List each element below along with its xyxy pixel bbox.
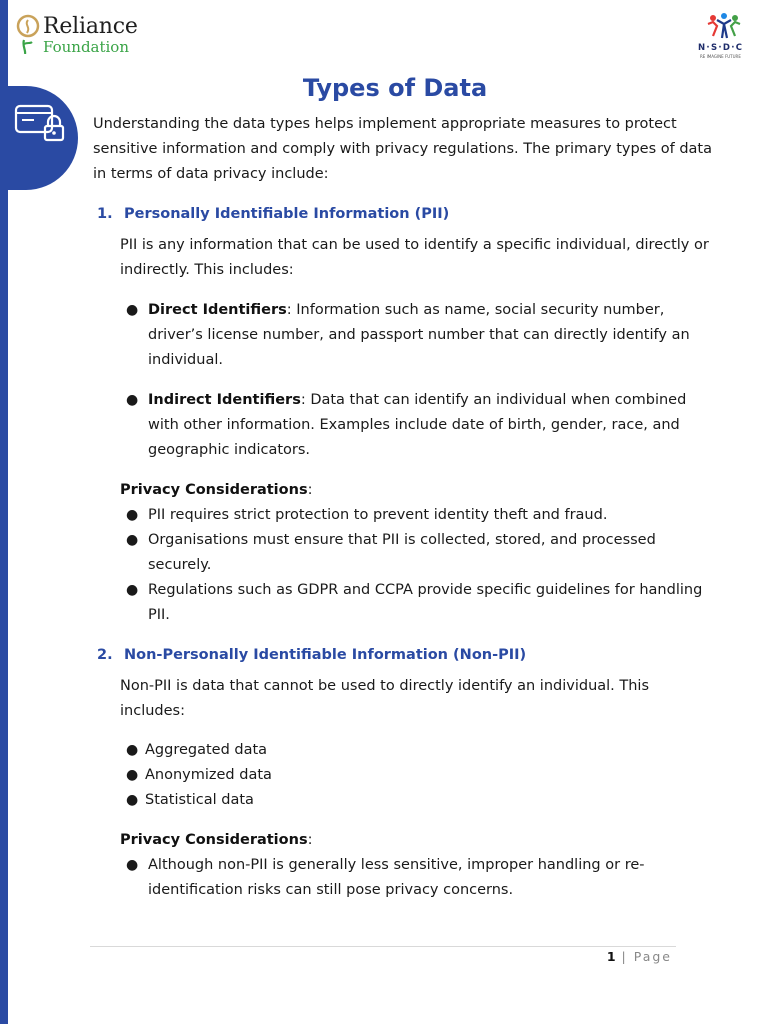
- item-term: Indirect Identifiers: [148, 392, 301, 408]
- list-item: [120, 763, 713, 788]
- list-item: [120, 388, 713, 463]
- list-item: [120, 578, 713, 628]
- item-text: Organisations must ensure that PII is collected, stored, and processed securely.: [148, 532, 656, 573]
- item-text: Anonymized data: [145, 767, 272, 783]
- list-item: [120, 853, 713, 903]
- bullet-icon: ●: [126, 792, 139, 808]
- item-term: Direct Identifiers: [148, 302, 287, 318]
- bullet-icon: ●: [126, 767, 139, 783]
- page-label: Page: [633, 949, 672, 964]
- reliance-foundation-logo: [16, 12, 156, 58]
- section-description: PII is any information that can be used to identify a specific individual, directly or indirectly. This includes:: [120, 237, 709, 278]
- considerations-colon: :: [307, 832, 313, 848]
- page-separator: |: [615, 949, 634, 964]
- considerations-colon: :: [307, 482, 313, 498]
- bullet-icon: ●: [126, 507, 139, 523]
- document-body: [93, 112, 713, 903]
- reliance-flame-icon: [16, 14, 40, 54]
- list-item: [120, 788, 713, 813]
- bullet-icon: ●: [126, 582, 139, 598]
- page-title: Types of Data: [302, 74, 488, 102]
- bullet-icon: ●: [126, 742, 139, 758]
- nsdc-figures-icon: [706, 12, 742, 42]
- nsdc-tagline: RE IMAGINE FUTURE: [700, 54, 741, 59]
- item-text: Although non-PII is generally less sensitive, improper handling or re-identification risks can still pose privacy concerns.: [148, 857, 645, 898]
- item-text: PII requires strict protection to prevent identity theft and fraud.: [148, 507, 608, 523]
- considerations-label: Privacy Considerations: [120, 832, 308, 848]
- item-text: : Data that can identify an individual when combined with other information. Examples include date of birth, gender, race, and geographic indicators.: [148, 392, 687, 458]
- section-number: 1.: [97, 206, 113, 222]
- intro-paragraph: Understanding the data types helps implement appropriate measures to protect sensitive information and comply with privacy regulations. The primary types of data in terms of data privacy include:: [93, 116, 712, 182]
- bullet-icon: ●: [126, 532, 139, 548]
- item-text: : Information such as name, social security number, driver’s license number, and passport number that can directly identify an individual.: [148, 302, 690, 368]
- list-item: [120, 298, 713, 373]
- section-heading: [93, 643, 713, 668]
- section-title: Personally Identifiable Information (PII): [124, 206, 450, 222]
- nsdc-logo-text: N·S·D·C: [698, 43, 744, 53]
- list-item: [120, 738, 713, 763]
- item-text: Statistical data: [145, 792, 254, 808]
- identifier-list: [93, 298, 713, 463]
- considerations-heading: [93, 828, 713, 853]
- considerations-list: [93, 853, 713, 903]
- considerations-list: [93, 503, 713, 628]
- list-item: [120, 503, 713, 528]
- item-text: Aggregated data: [145, 742, 268, 758]
- considerations-heading: [93, 478, 713, 503]
- item-text: Regulations such as GDPR and CCPA provide specific guidelines for handling PII.: [148, 582, 703, 623]
- bullet-icon: ●: [126, 857, 139, 873]
- page-footer: [560, 949, 672, 964]
- bullet-icon: ●: [126, 392, 139, 408]
- section-title: Non-Personally Identifiable Information (Non-PII): [124, 647, 527, 663]
- section-description: Non-PII is data that cannot be used to directly identify an individual. This includes:: [120, 678, 650, 719]
- logo-text-reliance: Reliance: [43, 14, 138, 39]
- footer-divider: [90, 946, 676, 947]
- wallet-lock-icon: [14, 102, 66, 144]
- considerations-label: Privacy Considerations: [120, 482, 308, 498]
- section-number: 2.: [97, 647, 113, 663]
- nsdc-logo: [692, 12, 756, 62]
- list-item: [120, 528, 713, 578]
- logo-text-foundation: Foundation: [43, 38, 130, 56]
- non-pii-list: [93, 738, 713, 813]
- page-number: 1: [606, 949, 616, 964]
- bullet-icon: ●: [126, 302, 139, 318]
- section-heading: [93, 202, 713, 227]
